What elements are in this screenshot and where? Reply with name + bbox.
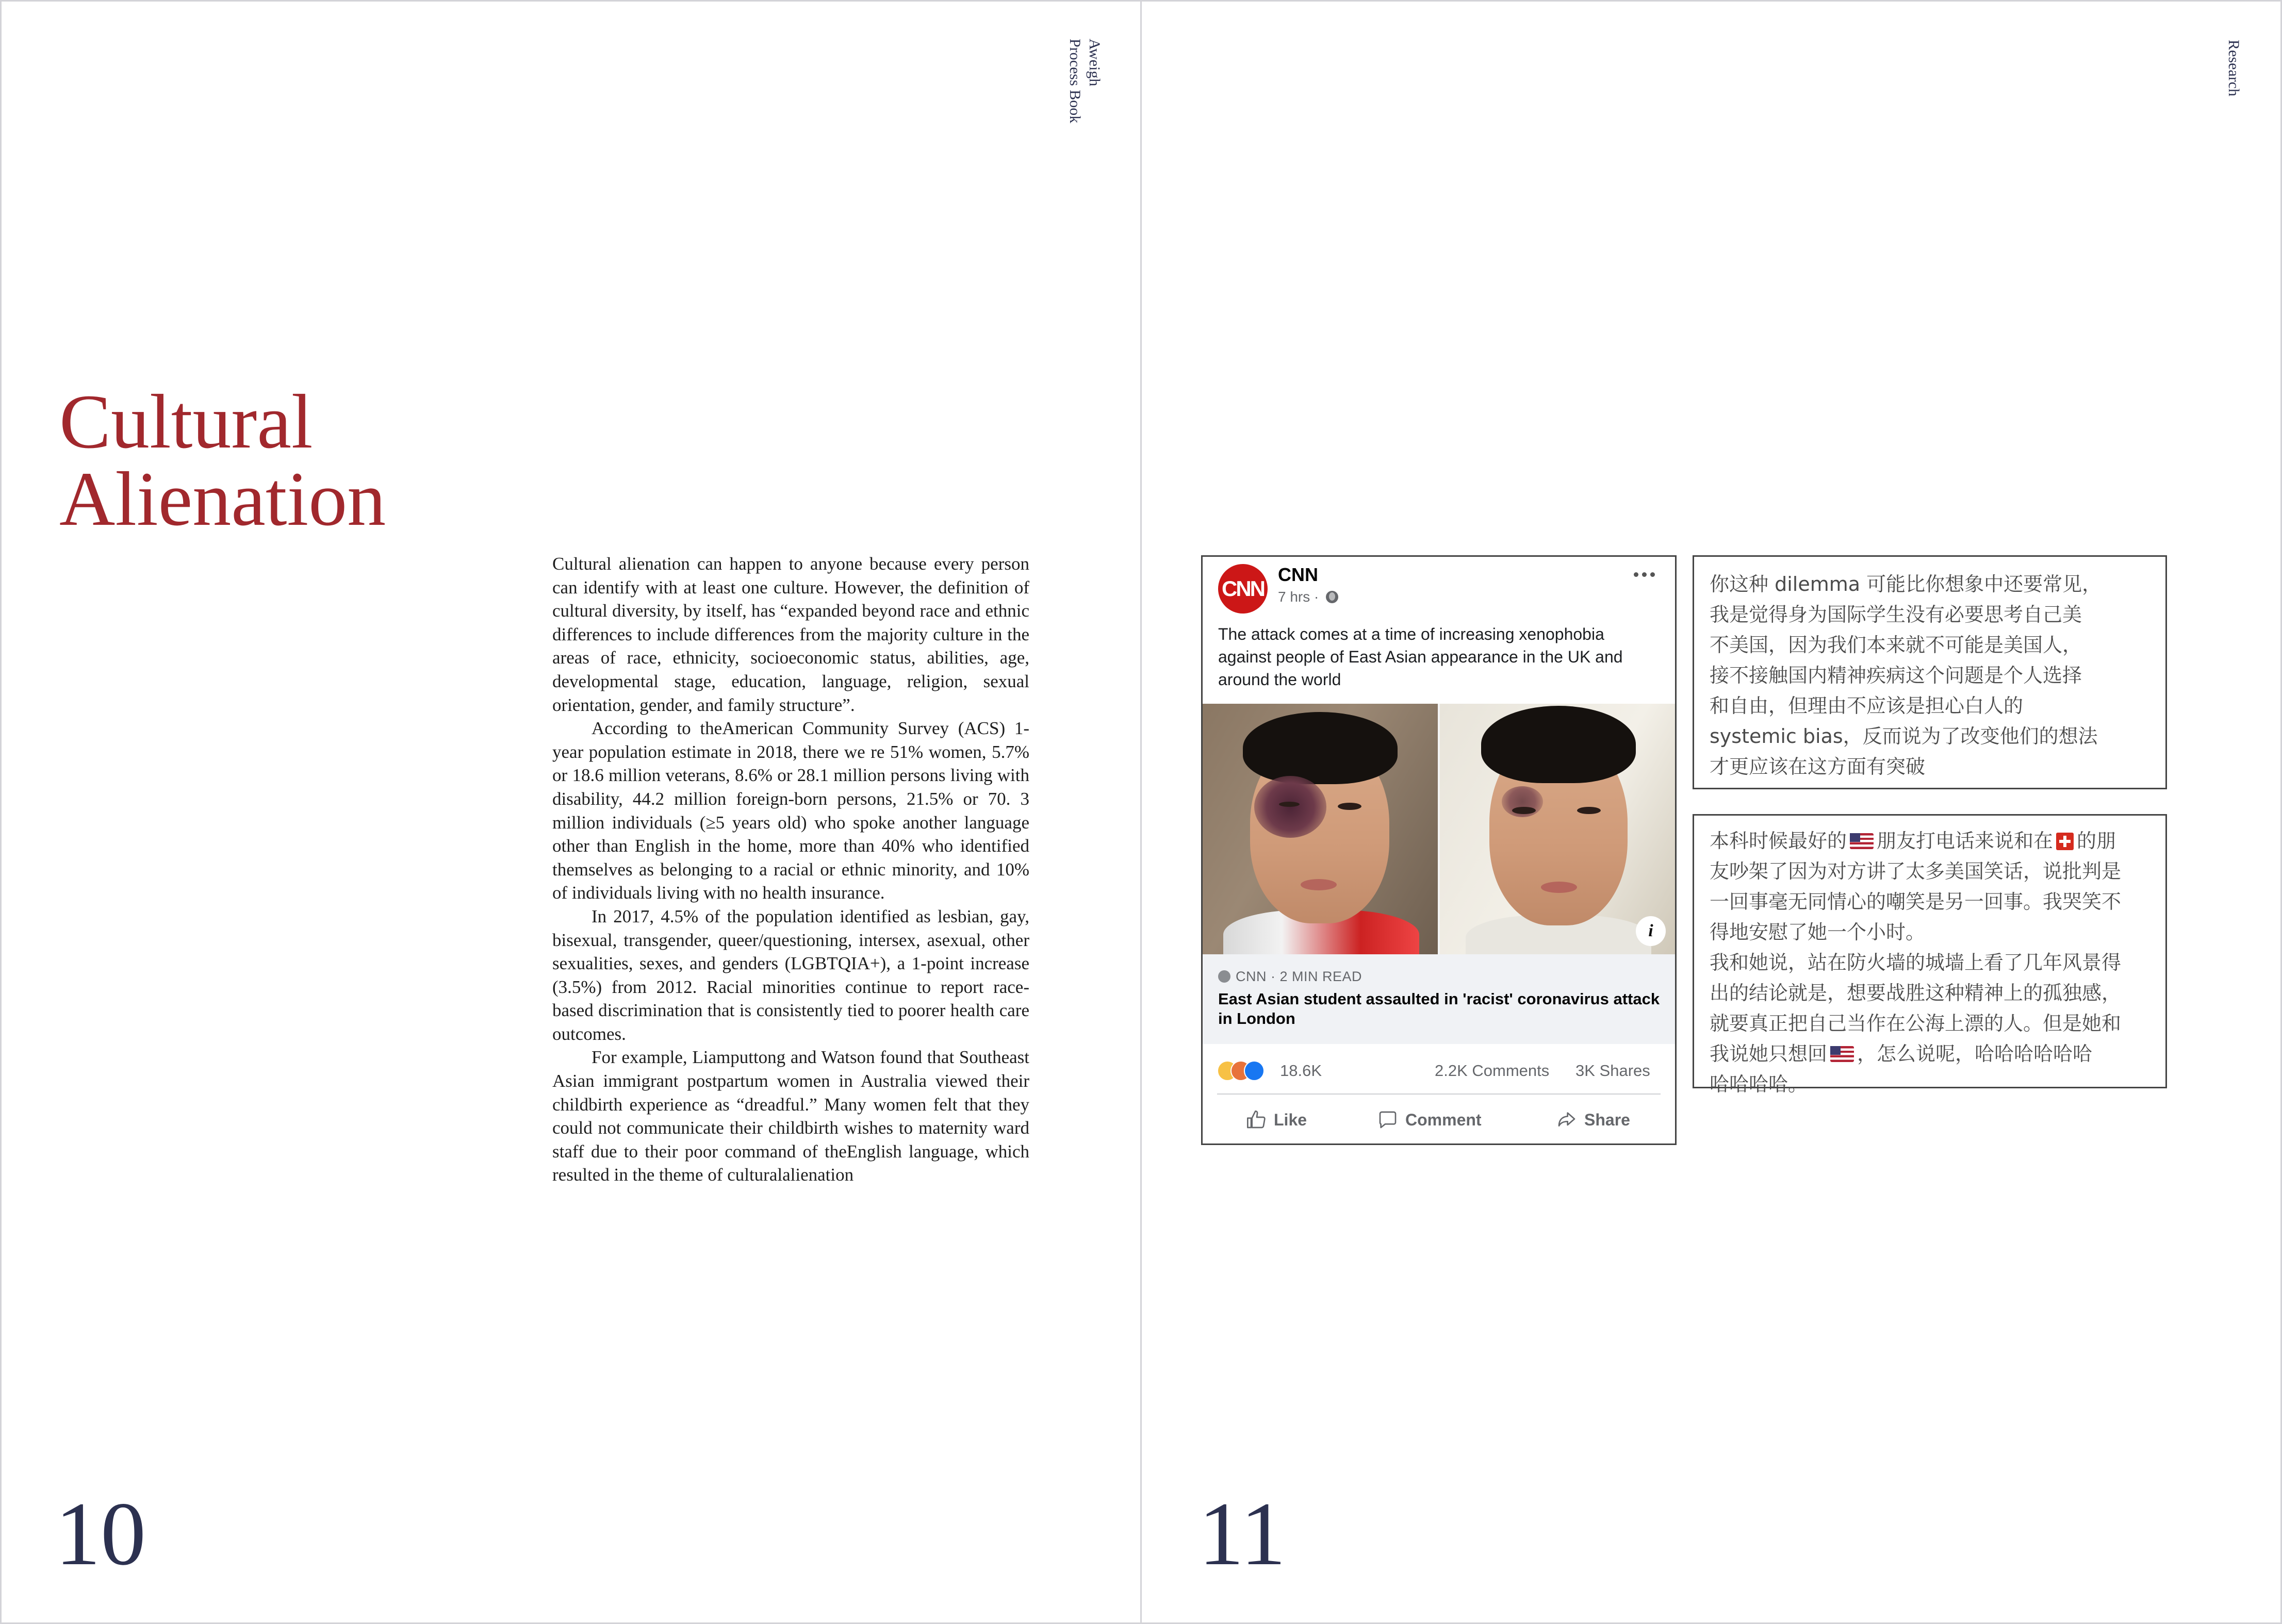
chat-line: 哈哈哈哈。 — [1710, 1073, 1808, 1096]
chat-line — [1710, 826, 2165, 856]
chat-line: 我和她说，站在防火墙的城墙上看了几年风景得 — [1710, 951, 2122, 974]
chat-line: 你这种 dilemma 可能比你想象中还要常见， — [1710, 573, 2102, 595]
chat-line: 一回事毫无同情心的嘲笑是另一回事。我哭笑不 — [1710, 890, 2122, 913]
post-header — [1203, 557, 1675, 624]
right-page — [1140, 0, 2282, 1624]
chat-line: 友吵架了因为对方讲了太多美国笑话，说批判是 — [1710, 860, 2122, 883]
chat-line: 接不接触国内精神疾病这个问题是个人选择 — [1710, 664, 2082, 687]
running-head-line: Aweigh — [1086, 39, 1103, 87]
body-paragraph: According to theAmerican Community Survey (ACS) 1-year population estimate in 2018, there we re 51% women, 5.7% or 18.6 million veterans, 8.6% or 28.1 million persons living with disability, 44.2 million foreign-born persons, 21.5% or 70. 3 million individuals (≥5 years old) who spoke another language other than English in the home, more than 40% who identified themselves as belonging to a racial or ethnic minority, and 10% of individuals living with no health insurance. — [552, 718, 1029, 903]
chat-line: 我是觉得身为国际学生没有必要思考自己美 — [1710, 603, 2082, 626]
page-number: 10 — [55, 1484, 146, 1584]
chat-line: 不美国，因为我们本来就不可能是美国人， — [1710, 634, 2082, 656]
chat-message-box-1 — [1693, 555, 2167, 789]
swiss-flag-icon — [2056, 833, 2074, 850]
post-meta — [1278, 589, 1338, 605]
share-label: Share — [1584, 1111, 1630, 1129]
page-number: 11 — [1199, 1484, 1286, 1584]
share-button[interactable] — [1556, 1107, 1630, 1133]
running-head-left — [1065, 39, 1104, 123]
post-caption: The attack comes at a time of increasing xenophobia against people of East Asian appearance in the UK and around the world — [1218, 625, 1623, 689]
comments-count[interactable]: 2.2K Comments — [1435, 1062, 1550, 1080]
link-preview[interactable] — [1203, 954, 1675, 1044]
chat-fragment: 本科时候最好的 — [1710, 830, 1847, 852]
post-photo[interactable] — [1203, 704, 1675, 954]
chat-line: 才更应该在这方面有突破 — [1710, 755, 1926, 778]
globe-icon — [1326, 591, 1338, 603]
chat-fragment: 朋友打电话来说和在 — [1877, 830, 2054, 852]
chat-fragment: 我说她只想回 — [1710, 1042, 1828, 1065]
photo-left-portrait — [1203, 704, 1438, 954]
chat-message-box-2 — [1693, 814, 2167, 1096]
post-actions — [1203, 1095, 1675, 1144]
us-flag-icon — [1830, 1046, 1854, 1062]
body-text — [552, 552, 1029, 1187]
comment-label: Comment — [1405, 1111, 1482, 1129]
chat-line — [1710, 1039, 2165, 1069]
photo-right-portrait — [1440, 704, 1675, 954]
chat-line: 就要真正把自己当作在公海上漂的人。但是她和 — [1710, 1012, 2122, 1035]
share-icon — [1556, 1109, 1577, 1130]
chapter-title — [59, 379, 386, 542]
link-title[interactable]: East Asian student assaulted in 'racist' coronavirus attack in London — [1218, 990, 1660, 1028]
us-flag-icon — [1850, 833, 1874, 849]
comment-button[interactable] — [1377, 1107, 1482, 1133]
info-icon[interactable]: i — [1636, 916, 1666, 946]
running-head-line: Process Book — [1066, 39, 1083, 124]
chat-line: systemic bias，反而说为了改变他们的想法 — [1710, 725, 2098, 748]
page-name-link[interactable]: CNN — [1278, 564, 1318, 585]
cnn-logo-icon[interactable]: CNN — [1218, 564, 1268, 614]
chat-line: 出的结论就是，想要战胜这种精神上的孤独感， — [1710, 982, 2122, 1004]
shares-count[interactable]: 3K Shares — [1575, 1062, 1650, 1080]
body-paragraph: Cultural alienation can happen to anyone because every person can identify with at least one culture. However, the definition of cultural diversity, by itself, has “expanded beyond race and ethnic differences to include differences from the majority culture in the areas of race, ethnicity, socioeconomic status, abilities, age, developmental stage, education, language, religion, sexual orientation, gender, and family structure”. — [552, 554, 1029, 715]
like-label: Like — [1274, 1111, 1307, 1129]
comment-icon — [1377, 1109, 1398, 1130]
source-icon — [1218, 970, 1230, 983]
chat-fragment: 的朋 — [2077, 830, 2116, 852]
link-source-text: CNN · 2 MIN READ — [1236, 969, 1362, 984]
thumbs-up-icon — [1246, 1109, 1267, 1130]
like-reaction-icon — [1244, 1060, 1265, 1081]
like-button[interactable] — [1246, 1107, 1307, 1133]
reactions-row — [1203, 1044, 1675, 1093]
running-head-right — [2224, 40, 2243, 96]
chapter-title-line: Alienation — [59, 456, 386, 542]
reaction-count[interactable]: 18.6K — [1280, 1062, 1322, 1080]
running-head-line: Research — [2225, 40, 2242, 96]
body-paragraph: In 2017, 4.5% of the population identified as lesbian, gay, bisexual, transgender, queer/questioning, intersex, asexual, other sexualities, sexes, and genders (LGBTQIA+), a 1-point increase (3.5%) from 2012. Racial minorities continue to report race-based discrimination that is consistently tied to poorer health care outcomes. — [552, 906, 1029, 1044]
chat-line: 得地安慰了她一个小时。 — [1710, 921, 1926, 943]
chat-line: 和自由，但理由不应该是担心白人的 — [1710, 694, 2024, 717]
body-paragraph: For example, Liamputtong and Watson found that Southeast Asian immigrant postpartum women in Australia viewed their childbirth experience as “dreadful.” Many women felt that they could not communicate their childbirth wishes to maternity ward staff due to their poor command of theEnglish language, which resulted in the theme of culturalalienation — [552, 1047, 1029, 1185]
more-options-icon[interactable] — [1634, 569, 1656, 579]
link-source — [1218, 969, 1362, 985]
chapter-title-line: Cultural — [59, 379, 313, 465]
facebook-post-card — [1201, 555, 1677, 1145]
chat-fragment: ，怎么说呢，哈哈哈哈哈哈 — [1857, 1042, 2093, 1065]
post-time: 7 hrs · — [1278, 589, 1319, 605]
